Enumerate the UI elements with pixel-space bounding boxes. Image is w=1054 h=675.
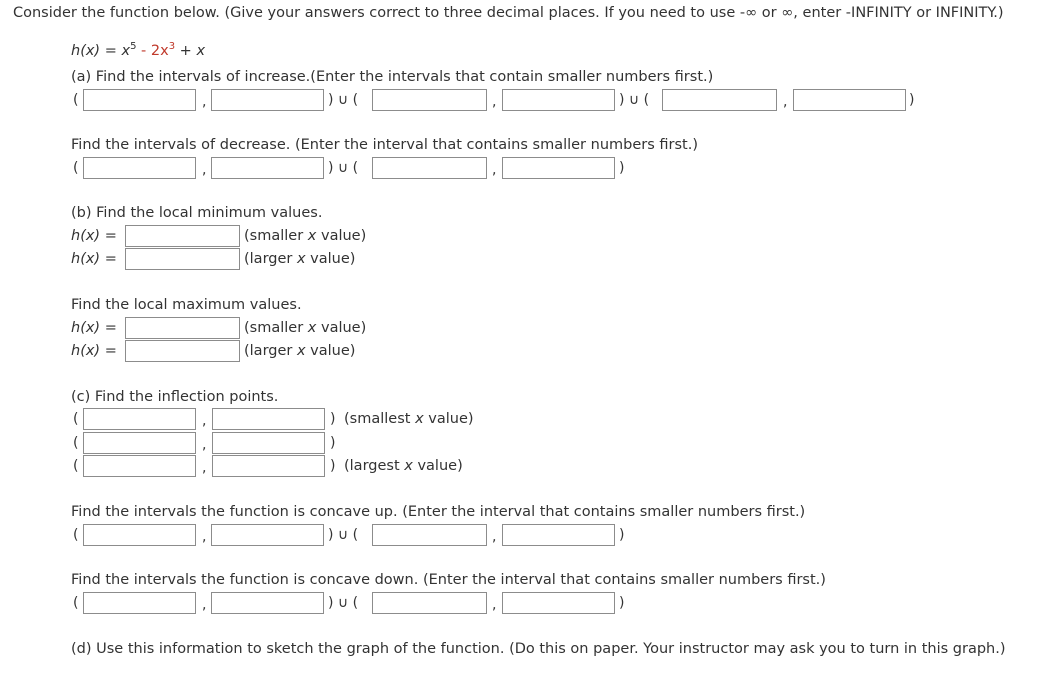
inflection-3-x-input[interactable] — [83, 455, 196, 477]
concave-down-interval-1-start-input[interactable] — [83, 592, 196, 614]
comma: , — [202, 94, 207, 110]
close-paren: ) — [619, 595, 625, 611]
comma: , — [492, 94, 497, 110]
concave-up-prompt: Find the intervals the function is concave up. (Enter the interval that contains smaller numbers first.) — [71, 504, 806, 520]
h-of-x-label: h(x) = — [71, 251, 117, 267]
concave-up-interval-2-end-input[interactable] — [502, 524, 615, 546]
concave-up-interval-1-end-input[interactable] — [211, 524, 324, 546]
part-d-prompt: (d) Use this information to sketch the graph of the function. (Do this on paper. Your instructor may ask you to turn in this graph.) — [71, 641, 1006, 657]
concave-up-interval-1-start-input[interactable] — [83, 524, 196, 546]
term-plus: + — [175, 42, 197, 59]
increase-interval-3-start-input[interactable] — [662, 89, 777, 111]
union-symbol: ) ∪ ( — [328, 92, 359, 108]
increase-interval-1-start-input[interactable] — [83, 89, 196, 111]
inflection-1-x-input[interactable] — [83, 408, 196, 430]
function-name: h(x) — [71, 42, 101, 59]
larger-x-value-label: (larger x value) — [244, 251, 356, 267]
union-symbol: ) ∪ ( — [328, 160, 359, 176]
local-min-smaller-input[interactable] — [125, 225, 240, 247]
concave-down-interval-1-end-input[interactable] — [211, 592, 324, 614]
close-paren: ) — [330, 435, 336, 451]
term-x3-exp: 3 — [168, 41, 176, 52]
local-min-larger-input[interactable] — [125, 248, 240, 270]
comma: , — [202, 460, 207, 476]
term-x5-base: x — [121, 42, 131, 59]
concave-down-interval-2-start-input[interactable] — [372, 592, 487, 614]
h-of-x-label: h(x) = — [71, 320, 117, 336]
part-c-prompt: (c) Find the inflection points. — [71, 389, 279, 405]
close-paren: ) — [619, 160, 625, 176]
union-symbol: ) ∪ ( — [619, 92, 650, 108]
increase-interval-1-end-input[interactable] — [211, 89, 324, 111]
smallest-x-value-label: (smallest x value) — [344, 411, 474, 427]
increase-interval-2-start-input[interactable] — [372, 89, 487, 111]
h-of-x-label: h(x) = — [71, 343, 117, 359]
decrease-interval-1-end-input[interactable] — [211, 157, 324, 179]
close-paren: ) — [330, 411, 336, 427]
h-of-x-label: h(x) = — [71, 228, 117, 244]
open-paren: ( — [73, 527, 79, 543]
open-paren: ( — [73, 435, 79, 451]
inflection-3-y-input[interactable] — [212, 455, 325, 477]
inflection-2-x-input[interactable] — [83, 432, 196, 454]
comma: , — [202, 413, 207, 429]
largest-x-value-label: (largest x value) — [344, 458, 463, 474]
larger-x-value-label: (larger x value) — [244, 343, 356, 359]
local-max-smaller-input[interactable] — [125, 317, 240, 339]
union-symbol: ) ∪ ( — [328, 527, 359, 543]
instructions-text: Consider the function below. (Give your answers correct to three decimal places. If you need to use -∞ or ∞, enter -INFINITY or INFINITY.) — [13, 5, 1004, 21]
part-a-increase-prompt: (a) Find the intervals of increase.(Enter the intervals that contain smaller numbers first.) — [71, 69, 714, 85]
decrease-interval-2-start-input[interactable] — [372, 157, 487, 179]
smaller-x-value-label: (smaller x value) — [244, 320, 367, 336]
open-paren: ( — [73, 92, 79, 108]
close-paren: ) — [909, 92, 915, 108]
inflection-1-y-input[interactable] — [212, 408, 325, 430]
decrease-interval-2-end-input[interactable] — [502, 157, 615, 179]
close-paren: ) — [330, 458, 336, 474]
concave-down-interval-2-end-input[interactable] — [502, 592, 615, 614]
comma: , — [202, 529, 207, 545]
open-paren: ( — [73, 160, 79, 176]
term-x5-exp: 5 — [130, 41, 137, 52]
function-definition — [71, 37, 205, 61]
open-paren: ( — [73, 411, 79, 427]
term-minus-2x3: - 2x — [136, 42, 169, 59]
local-max-larger-input[interactable] — [125, 340, 240, 362]
close-paren: ) — [619, 527, 625, 543]
concave-down-prompt: Find the intervals the function is concave down. (Enter the interval that contains smaller numbers first.) — [71, 572, 826, 588]
increase-interval-3-end-input[interactable] — [793, 89, 906, 111]
comma: , — [783, 94, 788, 110]
comma: , — [492, 162, 497, 178]
union-symbol: ) ∪ ( — [328, 595, 359, 611]
inflection-2-y-input[interactable] — [212, 432, 325, 454]
open-paren: ( — [73, 595, 79, 611]
comma: , — [202, 597, 207, 613]
part-b-max-prompt: Find the local maximum values. — [71, 297, 302, 313]
decrease-prompt: Find the intervals of decrease. (Enter the interval that contains smaller numbers first.) — [71, 137, 698, 153]
comma: , — [492, 529, 497, 545]
comma: , — [202, 437, 207, 453]
decrease-interval-1-start-input[interactable] — [83, 157, 196, 179]
comma: , — [202, 162, 207, 178]
comma: , — [492, 597, 497, 613]
eq-sign: = — [100, 42, 122, 59]
increase-interval-2-end-input[interactable] — [502, 89, 615, 111]
open-paren: ( — [73, 458, 79, 474]
term-x: x — [196, 42, 206, 59]
smaller-x-value-label: (smaller x value) — [244, 228, 367, 244]
concave-up-interval-2-start-input[interactable] — [372, 524, 487, 546]
part-b-min-prompt: (b) Find the local minimum values. — [71, 205, 323, 221]
